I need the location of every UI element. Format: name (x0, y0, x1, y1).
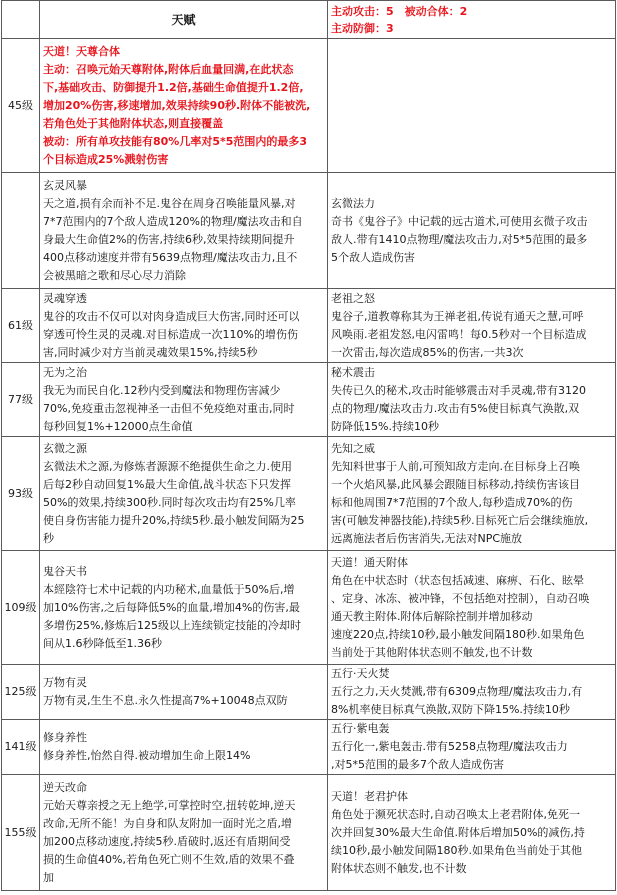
skill-name: 先知之威 (331, 441, 375, 455)
secondary-skill-cell (328, 775, 616, 891)
skill-description-line: 天之道,损有余而补不足.鬼谷在周身召唤能量风暴,对 (43, 196, 296, 210)
skill-description-line: 、定身、冰冻、被冲锋，不包括绝对控制），自动召唤 (331, 591, 590, 605)
skill-description-line: 秒 (43, 531, 54, 545)
table-row (2, 665, 616, 720)
skill-description-line: 若角色处于其他附体状态,则直接覆盖 (43, 116, 224, 130)
skill-name: 逆天改命 (43, 780, 87, 794)
skill-description-line: 五行之力,天火焚溅,带有6309点物理/魔法攻击力,有 (331, 685, 583, 698)
skill-description-line: 远离施法者后伤害消失,无法对NPC施放 (331, 531, 523, 545)
skill-description-line: 奇书《鬼谷子》中记载的远古道术,可使用玄微子攻击 (331, 214, 588, 228)
table-row (2, 39, 616, 173)
secondary-skill-cell (328, 39, 616, 173)
skill-description-line: 一次雷击,每次造成85%的伤害,一共3次 (331, 345, 524, 359)
skill-name: 玄微之源 (43, 441, 87, 455)
secondary-skill-cell (328, 437, 616, 551)
skill-description-line: 本經陰符七术中记载的内功秘术,血量低于50%后,增 (43, 582, 295, 596)
skill-name: 万物有灵 (43, 676, 87, 689)
skill-name: 老祖之怒 (331, 291, 375, 305)
level-cell: 93级 (2, 437, 40, 551)
table-row (2, 289, 616, 363)
header-stats (328, 1, 616, 39)
stats-line: 主动防御：3 (331, 21, 394, 35)
active-skill-cell (40, 289, 328, 363)
table-row (2, 437, 616, 551)
skill-description-line: 400点移动速度并带有5639点物理/魔法攻击力,且不 (43, 250, 298, 264)
skill-description-line: 我无为而民自化.12秒内受到魔法和物理伤害减少 (43, 383, 281, 397)
skill-description-line: 会被黑暗之歌和尽心尽力消除 (43, 268, 186, 282)
secondary-skill-cell (328, 173, 616, 289)
skill-description-line: 一个火焰风暴,此风暴会跟随目标移动,持续伤害该目 (331, 477, 580, 491)
level-cell: 61级 (2, 289, 40, 363)
skill-description-line: 害(可触发神器技能),持续5秒.目标死亡后会继续施放, (331, 513, 589, 527)
skill-description-line: 元始天尊亲授之无上绝学,可掌控时空,扭转乾坤,逆天 (43, 798, 296, 812)
skill-name: 五行·紫电轰 (331, 722, 390, 735)
secondary-skill-cell (328, 289, 616, 363)
skill-description-line: 加10%伤害,之后每降低5%的血量,增加4%的伤害,最 (43, 600, 300, 614)
skill-description-line: 五行化一,紫电轰击.带有5258点物理/魔法攻击力 (331, 740, 568, 753)
skill-name: 天道！老君护体 (331, 789, 408, 803)
skill-description-line: 附体状态则不触发,也不计数 (331, 861, 467, 875)
secondary-skill-cell (328, 665, 616, 720)
secondary-skill-cell (328, 551, 616, 665)
table-row (2, 551, 616, 665)
level-cell: 77级 (2, 363, 40, 437)
table-row (2, 363, 616, 437)
level-cell: 109级 (2, 551, 40, 665)
skill-description-line: 改命,无所不能！为自身和队友附加一面时光之盾,增 (43, 816, 292, 830)
stats-line: 主动攻击：5 被动合体：2 (331, 4, 468, 18)
skill-description-line: 角色处于濒死状态时,自动召唤太上老君附体,免死一 (331, 807, 580, 821)
skill-description-line: 失传已久的秘术,攻击时能够震击对手灵魂,带有3120 (331, 383, 586, 397)
level-cell: 45级 (2, 39, 40, 173)
skill-description-line: 间从1.6秒降低至1.36秒 (43, 636, 162, 650)
skill-description-line: 50%的效果,持续300秒.同时每次攻击均有25%几率 (43, 495, 296, 509)
skill-description-line: 通天教主附体.附体后解除控制并增加移动 (331, 609, 533, 623)
skill-description-line: 多增伤25%,修炼后125级以上连续锁定技能的冷却时 (43, 618, 301, 632)
skill-description-line: 被动：所有单攻技能有80%几率对5*5范围内的最多3 (43, 134, 308, 148)
skill-description-line: 先知料世事于人前,可预知敌方走向.在目标身上召唤 (331, 459, 580, 473)
skill-description-line: 后每2秒自动回复1%最大生命值,战斗状态下只发挥 (43, 477, 291, 491)
secondary-skill-cell (328, 720, 616, 775)
skill-name: 无为之治 (43, 365, 87, 379)
skill-description-line: 下,基础攻击、防御提升1.2倍,基础生命值提升1.2倍, (43, 80, 304, 94)
active-skill-cell (40, 720, 328, 775)
level-cell (2, 173, 40, 289)
level-cell: 155级 (2, 775, 40, 891)
skill-description-line: 加200点移动速度,持续5秒.盾破时,返还有盾期间受 (43, 834, 291, 848)
skill-description-line: 增加20%伤害,移速增加,效果持续90秒.附体不能被洗, (43, 98, 311, 112)
skill-description-line: 敌人.带有1410点物理/魔法攻击力,对5*5范围的最多 (331, 232, 588, 246)
skill-description-line: 标和他周围7*7范围的7个敌人,每秒造成70%的伤 (331, 495, 573, 509)
level-cell: 125级 (2, 665, 40, 720)
skill-description-line: 鬼谷的攻击不仅可以对肉身造成巨大伤害,同时还可以 (43, 309, 300, 323)
skill-name: 灵魂穿透 (43, 291, 87, 305)
skill-name: 玄灵风暴 (43, 178, 87, 192)
skill-description-line: 角色在中状态时（状态包括减速、麻痹、石化、眩晕 (331, 573, 584, 587)
skill-description-line: 修身养性,怡然自得.被动增加生命上限14% (43, 749, 251, 762)
talent-table (1, 0, 616, 891)
skill-description-line: 损的生命值40%,若角色死亡则不生效,盾的效果不叠 (43, 852, 295, 866)
skill-description-line: 身最大生命值2%的伤害,持续6秒,效果持续期间提升 (43, 232, 295, 246)
skill-description-line: 主动：召唤元始天尊附体,附体后血量回满,在此状态 (43, 62, 294, 76)
skill-name: 玄微法力 (331, 196, 375, 210)
skill-description-line: 个目标造成25%溅射伤害 (43, 152, 169, 166)
skill-description-line: 5个敌人造成伤害 (331, 250, 415, 264)
skill-description-line: 万物有灵,生生不息.永久性提高7%+10048点双防 (43, 694, 288, 707)
active-skill-cell (40, 775, 328, 891)
skill-description-line: ,对5*5范围的最多7个敌人造成伤害 (331, 758, 504, 771)
skill-description-line: 点的物理/魔法攻击力.攻击有5%使目标真气涣散,双 (331, 401, 580, 415)
active-skill-cell (40, 665, 328, 720)
skill-description-line: 玄微法术之源,为修炼者源源不绝提供生命之力.使用 (43, 459, 292, 473)
skill-description-line: 防降低15%.持续10秒 (331, 419, 439, 433)
header-row (2, 1, 616, 39)
skill-description-line: 使自身伤害能力提升20%,持续5秒.最小触发间隔为25 (43, 513, 305, 527)
skill-description-line: 穿透可怜生灵的灵魂.对目标造成一次110%的增伤伤 (43, 327, 298, 341)
skill-name: 秘术震击 (331, 365, 375, 379)
skill-name: 修身养性 (43, 731, 87, 744)
skill-name: 鬼谷天书 (43, 564, 87, 578)
skill-description-line: 续10秒,最小触发间隔180秒.如果角色当前处于其他 (331, 843, 582, 857)
level-cell: 141级 (2, 720, 40, 775)
header-level-cell (2, 1, 40, 39)
skill-description-line: 风唤雨.老祖发怒,电闪雷鸣！每0.5秒对一个目标造成 (331, 327, 587, 341)
skill-description-line: 每秒回复1%+12000点生命值 (43, 419, 193, 433)
skill-description-line: 当前处于其他附体状态则不触发,也不计数 (331, 645, 533, 659)
skill-description-line: 次并回复30%最大生命值.附体后增加50%的减伤,持 (331, 825, 585, 839)
table-row (2, 775, 616, 891)
skill-description-line: 害,同时减少对方当前灵魂效果15%,持续5秒 (43, 345, 258, 359)
secondary-skill-cell (328, 363, 616, 437)
table-row (2, 720, 616, 775)
skill-name: 五行·天火焚 (331, 667, 390, 680)
skill-name: 天道！通天附体 (331, 555, 408, 569)
skill-description-line: 加 (43, 870, 54, 884)
active-skill-cell (40, 551, 328, 665)
table-row (2, 173, 616, 289)
active-skill-cell (40, 363, 328, 437)
active-skill-cell (40, 173, 328, 289)
skill-description-line: 速度220点,持续10秒,最小触发间隔180秒.如果角色 (331, 627, 585, 641)
skill-description-line: 鬼谷子,道教尊称其为王禅老祖,传说有通天之慧,可呼 (331, 309, 584, 323)
skill-description-line: 8%机率使目标真气涣散,双防下降15%.持续10秒 (331, 703, 570, 716)
skill-name: 天道！天尊合体 (43, 44, 120, 58)
skill-description-line: 7*7范围内的7个敌人造成120%的物理/魔法攻击和自 (43, 214, 303, 228)
header-title: 天赋 (40, 1, 328, 39)
skill-description-line: 70%,免疫重击忽视神圣一击但不免疫绝对重击,同时 (43, 401, 295, 415)
active-skill-cell (40, 39, 328, 173)
active-skill-cell (40, 437, 328, 551)
